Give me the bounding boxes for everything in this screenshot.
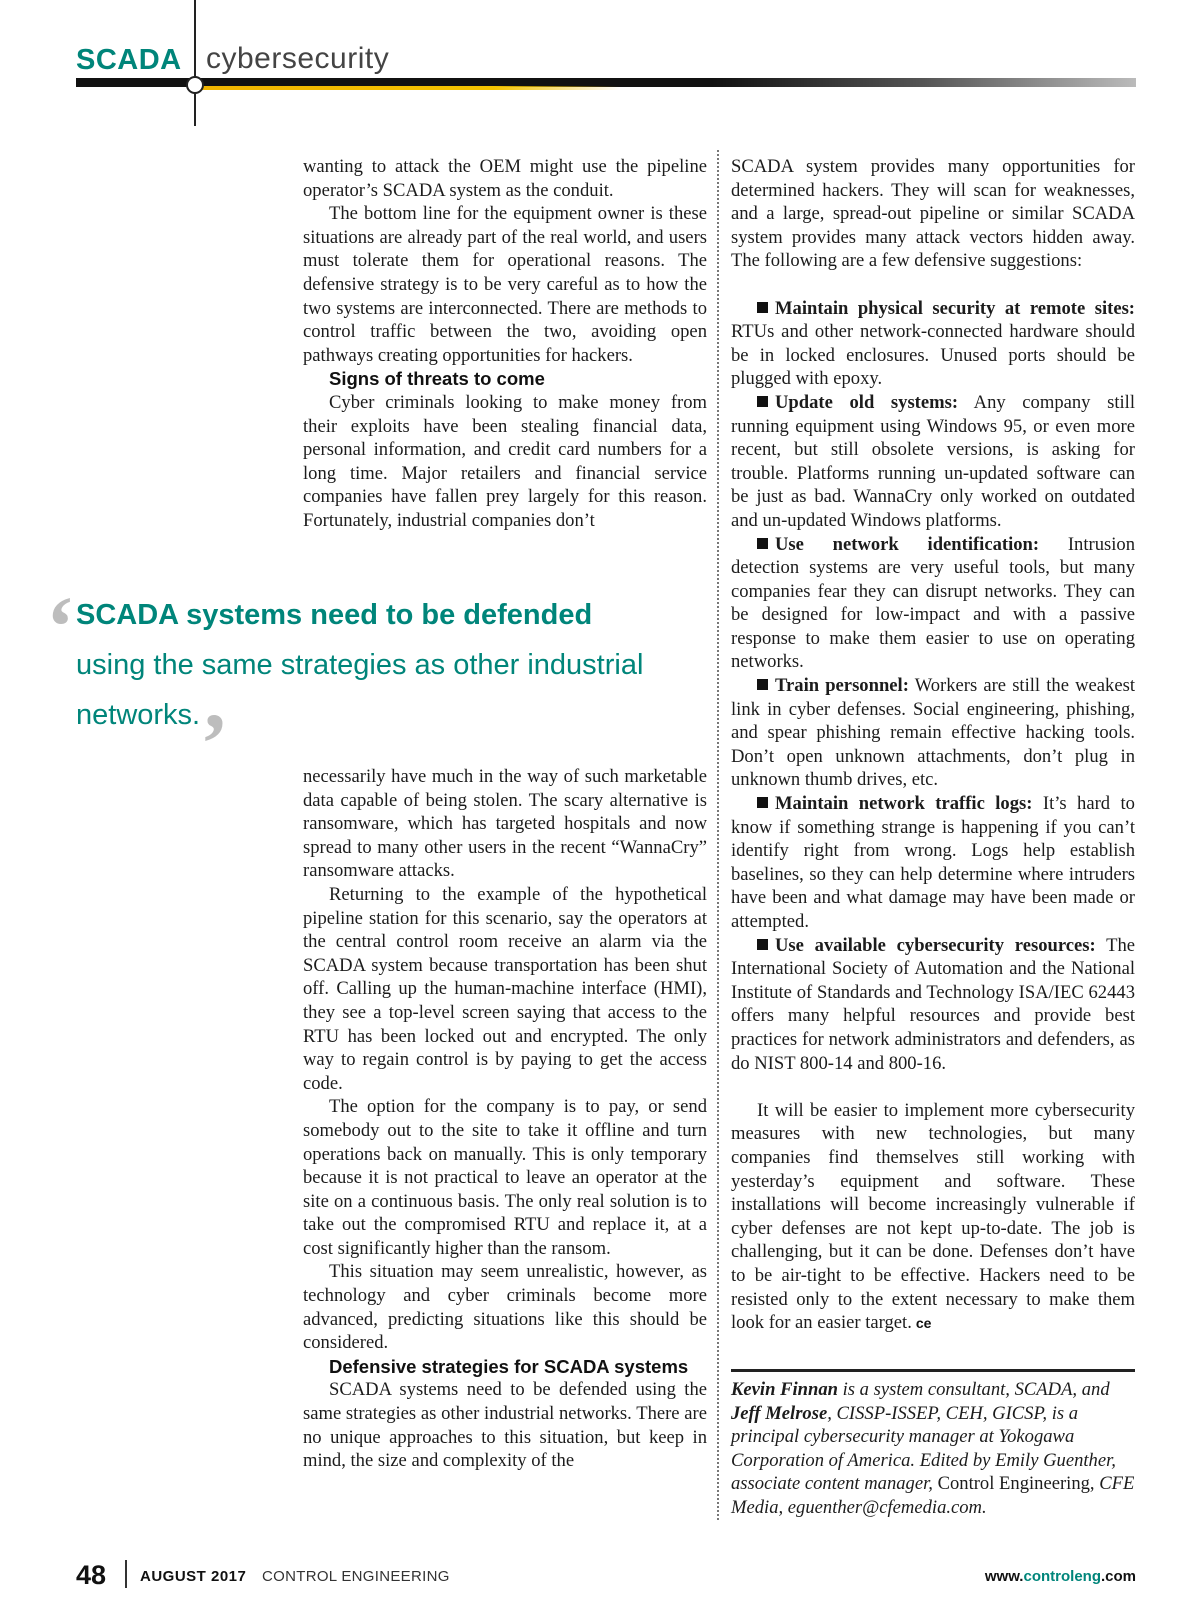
closing-text: It will be easier to implement more cybersecurity measures with new technologies, but many companies find themselves still working with yesterday’s equipment and software. These installations will become increasingly vulnerable if cyber defenses are not kept up-to-date. The job is challenging, but it can be done. Defenses don’t have to be air-tight to be effective. Hackers need to be resisted only to the extent necessary to make them look for an easier target.	[731, 1099, 1135, 1334]
bullet-item	[731, 533, 1135, 675]
bullet-text: RTUs and other network-connected hardware should be in locked enclosures. Unused ports should be plugged with epoxy.	[731, 321, 1135, 390]
bullet-item	[731, 934, 1135, 1076]
bullet-text: Workers are still the weakest link in cyber defenses. Social engineering, phishing, and spear phishing remain effective hacking tools. Don’t open unknown attachments, don’t plug in unknown thumb drives, etc.	[731, 675, 1135, 791]
author-bio	[731, 1378, 1135, 1520]
open-quote-mark: ‘	[46, 578, 75, 674]
header-vertical-rule	[194, 0, 196, 126]
bullet-lead: Maintain network traffic logs:	[775, 793, 1033, 815]
paragraph: necessarily have much in the way of such marketable data capable of being stolen. The scary alternative is ransomware, which has targeted hospitals and now spread to many other users in the recent “WannaCry” ransomware attacks.	[303, 766, 707, 882]
square-bullet-icon	[757, 396, 768, 407]
bio-rule	[731, 1369, 1135, 1372]
paragraph: SCADA system provides many opportunities for determined hackers. They will scan for weaknesses, and a large, spread-out pipeline or similar SCADA system provides many attack vectors hidden away. The following are a few defensive suggestions:	[731, 156, 1135, 272]
url-part: .com	[1100, 1568, 1136, 1585]
bio-text: , CISSP-ISSEP, CEH, GICSP, is a principal cybersecurity manager at Yokogawa Corporation of America. Edited by Emily Guenther, associate content manager,	[731, 1402, 1116, 1495]
square-bullet-icon	[757, 538, 768, 549]
header-circle-ornament	[186, 76, 204, 94]
bullet-lead: Update old systems:	[775, 391, 959, 413]
paragraph: wanting to attack the OEM might use the pipeline operator’s SCADA system as the conduit.	[303, 156, 707, 201]
magazine-name: CONTROL ENGINEERING	[262, 1568, 450, 1585]
bio-text: CFE Media, eguenther@cfemedia.com.	[731, 1473, 1135, 1518]
section-topic: cybersecurity	[206, 42, 390, 75]
pull-quote	[76, 590, 686, 740]
paragraph: The option for the company is to pay, or send somebody out to the site to take it offline and turn operations back on manually. This is only temporary because it is not practical to leave an operator at the site on a continuous basis. The only real solution is to take out the compromised RTU and replace it, at a cost significantly higher than the ransom.	[303, 1096, 707, 1259]
author-name: Jeff Melrose	[731, 1402, 828, 1424]
url-part: www.	[984, 1568, 1024, 1585]
header-accent-bar	[200, 86, 620, 90]
square-bullet-icon	[757, 679, 768, 690]
square-bullet-icon	[757, 939, 768, 950]
column-right	[731, 155, 1135, 1336]
end-mark: ce	[915, 1315, 932, 1332]
bullet-text: The International Society of Automation and the National Institute of Standards and Technology ISA/IEC 62443 offers many helpful resources and provide best practices for network administrators and defenders, as do NIST 800-14 and 800-16.	[731, 934, 1135, 1074]
publication-name: Control Engineering,	[937, 1473, 1095, 1495]
bio-text: is a system consultant, SCADA, and	[837, 1379, 1110, 1400]
bullet-lead: Train personnel:	[775, 675, 909, 697]
footer-separator	[125, 1560, 127, 1588]
url-part: controleng	[1023, 1568, 1101, 1585]
issue-date: AUGUST 2017	[140, 1568, 247, 1585]
pull-quote-line: networks.	[76, 699, 201, 731]
author-name: Kevin Finnan	[731, 1379, 838, 1400]
bullet-lead: Maintain physical security at remote sites:	[775, 297, 1135, 319]
square-bullet-icon	[757, 302, 768, 313]
pull-quote-line: SCADA systems need to be defended	[76, 599, 593, 631]
paragraph: This situation may seem unrealistic, however, as technology and cyber criminals become more advanced, predicting situations like this should be considered.	[303, 1261, 707, 1354]
column-left-bottom	[303, 765, 707, 1473]
column-left-top	[303, 155, 707, 533]
square-bullet-icon	[757, 797, 768, 808]
bullet-item	[731, 792, 1135, 934]
paragraph: Cyber criminals looking to make money from their exploits have been stealing financial data, personal information, and credit card numbers for a long time. Major retailers and financial service companies have fallen prey largely for this reason. Fortunately, industrial companies don’t	[303, 391, 707, 531]
page-number: 48	[76, 1560, 107, 1590]
close-quote-mark: ’	[200, 695, 229, 791]
bullet-text: It’s hard to know if something strange is happening if you can’t identify right from wrong. Logs help establish baselines, so they can help determine where intruders have been and what damage may have been made or attempted.	[731, 793, 1135, 932]
paragraph	[731, 1099, 1135, 1336]
subheading: Signs of threats to come	[329, 368, 545, 390]
bullet-lead: Use available cybersecurity resources:	[775, 934, 1096, 956]
bullet-item	[731, 674, 1135, 792]
section-label: SCADA	[76, 44, 182, 76]
paragraph: SCADA systems need to be defended using the same strategies as other industrial networks. There are no unique approaches to this situation, but keep in mind, the size and complexity of the	[303, 1379, 707, 1472]
subheading: Defensive strategies for SCADA systems	[329, 1355, 689, 1377]
bullet-lead: Use network identification:	[775, 533, 1040, 555]
bullet-text: Any company still running equipment using Windows 95, or even more recent, but still obsolete versions, is asking for trouble. Platforms running un-updated software can be just as bad. WannaCry only worked on outdated and un-updated Windows platforms.	[731, 391, 1135, 531]
paragraph: The bottom line for the equipment owner is these situations are already part of the real world, and users must tolerate them for operational reasons. The defensive strategy is to be very careful as to how the two systems are interconnected. There are methods to control traffic between the two, avoiding open pathways creating opportunities for hackers.	[303, 203, 707, 366]
column-divider	[717, 150, 719, 1520]
paragraph: Returning to the example of the hypothetical pipeline station for this scenario, say the operators at the central control room receive an alarm via the SCADA system because transportation has been shut off. Calling up the human-machine interface (HMI), they see a top-level screen saying that access to the RTU has been locked out and encrypted. The only way to regain control is by paying to get the access code.	[303, 883, 707, 1094]
bullet-item	[731, 391, 1135, 533]
bullet-item	[731, 297, 1135, 391]
pull-quote-line: using the same strategies as other industrial	[76, 649, 644, 681]
website-link[interactable]	[985, 1568, 1136, 1585]
bullet-text: Intrusion detection systems are very useful tools, but many companies fear they can disrupt networks. They can be designed for low-impact and with a passive response to make them easier to use on operating networks.	[731, 533, 1135, 673]
